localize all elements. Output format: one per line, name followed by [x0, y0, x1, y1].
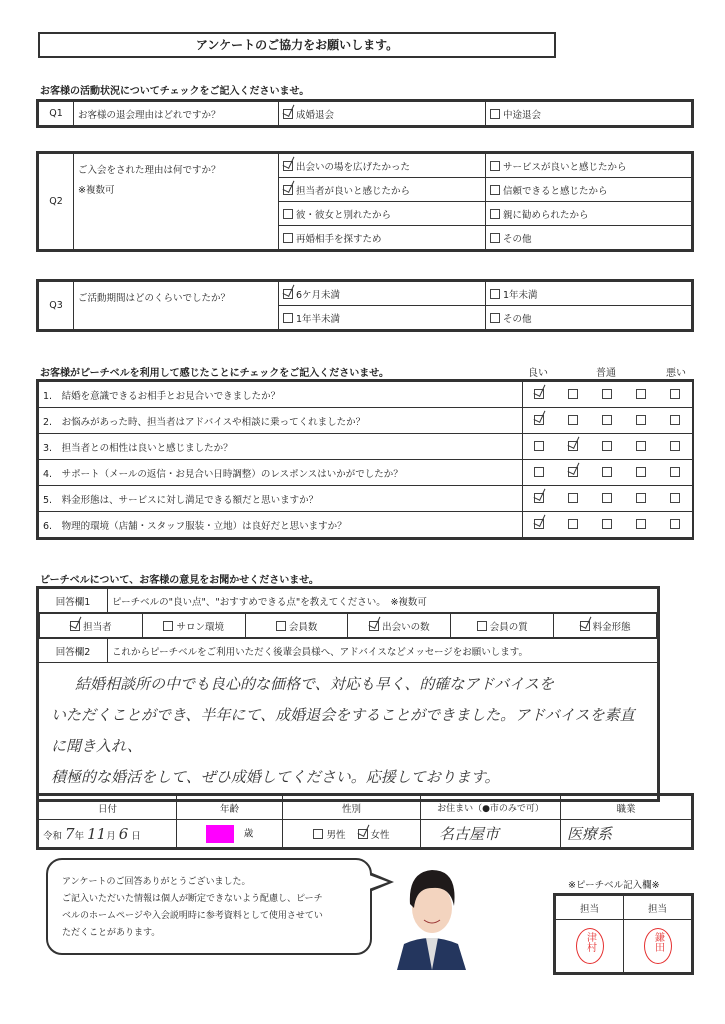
checkbox[interactable]: [283, 233, 293, 243]
rating-checkbox-2[interactable]: [568, 519, 578, 529]
day: 6: [118, 824, 129, 843]
profile-table: [38, 795, 692, 848]
rating-checkbox-2[interactable]: [568, 467, 578, 477]
q3-label: Q3: [39, 282, 74, 330]
redacted-age: [206, 825, 234, 843]
form-title: アンケートのご協力をお願いします。: [38, 32, 556, 58]
option-label: 料金形態: [592, 621, 631, 633]
scale-normal: 普通: [596, 368, 616, 379]
q2-question: [74, 154, 279, 250]
option-label: 会員の質: [489, 621, 528, 633]
rating-checkbox-5[interactable]: [670, 467, 680, 477]
female-label: 女性: [370, 829, 390, 841]
option-label: 成婚退会: [296, 109, 335, 121]
speech-bubble: [46, 858, 372, 955]
occupation-field[interactable]: 医療系: [561, 820, 692, 848]
option[interactable]: [245, 614, 348, 638]
rating-question: 3. 担当者との相性は良いと感じましたか？: [39, 434, 523, 460]
rating-checkbox-1[interactable]: [534, 493, 544, 503]
q2-table: [38, 153, 692, 250]
staff-section-heading: ※ピーチベル記入欄※: [568, 880, 660, 891]
checkbox[interactable]: [490, 185, 500, 195]
option-label: サービスが良いと感じたから: [503, 161, 627, 173]
rating-question: 4. サポート（メールの返信・お見合い日時調整）のレスポンスはいかがでしたか？: [39, 460, 523, 486]
rating-checkbox-3[interactable]: [602, 467, 612, 477]
message-line: アンケートのご回答ありがとうございました。: [62, 877, 251, 887]
q1-option[interactable]: [486, 102, 692, 126]
day-unit: 日: [131, 830, 141, 842]
checkbox[interactable]: [490, 161, 500, 171]
option[interactable]: [40, 614, 143, 638]
option[interactable]: [279, 282, 486, 306]
option[interactable]: [486, 202, 692, 226]
q1-option[interactable]: [279, 102, 486, 126]
checkbox[interactable]: [490, 313, 500, 323]
checkbox[interactable]: [490, 233, 500, 243]
header-age: 年齢: [177, 796, 283, 820]
section-heading-activity: お客様の活動状況についてチェックをご記入くださいませ。: [40, 86, 310, 97]
option-label: サロン環境: [176, 621, 224, 633]
scale-bad: 悪い: [666, 368, 686, 379]
answer1-label: 回答欄1: [39, 589, 108, 613]
rating-checkbox-2[interactable]: [568, 493, 578, 503]
option-label: 6ケ月未満: [296, 289, 341, 301]
checkbox[interactable]: [283, 313, 293, 323]
year-unit: 年: [74, 830, 85, 842]
question-text: ご活動期間はどのくらいでしたか？: [78, 293, 231, 304]
answer2-label: 回答欄2: [39, 639, 108, 663]
age-unit: 歳: [243, 828, 254, 839]
rating-checkbox-2[interactable]: [568, 415, 578, 425]
rating-checkbox-3[interactable]: [602, 493, 612, 503]
checkbox[interactable]: [163, 621, 173, 631]
message-line: ただくことがあります。: [62, 928, 161, 938]
q1-table: [38, 101, 692, 126]
rating-checkbox-5[interactable]: [670, 415, 680, 425]
rating-checkbox-5[interactable]: [670, 389, 680, 399]
handwritten-line: 積極的な婚活をして、ぜひ成婚してください。応援しております。: [51, 768, 500, 786]
rating-question: 1. 結婚を意識できるお相手とお見合いできましたか？: [39, 382, 523, 408]
option[interactable]: [451, 614, 554, 638]
handwritten-line: いただくことができ、半年にて、成婚退会をすることができました。アドバイスを素直に聞き入れ、: [51, 706, 635, 755]
month: 11: [87, 824, 107, 843]
option-label: 出会いの数: [382, 621, 430, 633]
option-label: 1年未満: [503, 289, 538, 301]
checkbox[interactable]: [283, 185, 293, 195]
month-unit: 月: [106, 830, 116, 842]
residence-field[interactable]: 名古屋市: [421, 820, 561, 848]
rating-row: [39, 512, 693, 538]
checkbox[interactable]: [369, 621, 379, 631]
rating-checkbox-5[interactable]: [670, 519, 680, 529]
option-label: 担当者: [83, 621, 112, 633]
stamp-kamata: 鎌田: [644, 928, 672, 964]
staff-col2: 担当: [624, 896, 692, 920]
checkbox[interactable]: [276, 621, 286, 631]
checkbox[interactable]: [477, 621, 487, 631]
question-note: ※複数可: [78, 185, 115, 196]
rating-checkbox-1[interactable]: [534, 441, 544, 451]
rating-row: [39, 434, 693, 460]
q2-label: Q2: [39, 154, 74, 250]
checkbox-female[interactable]: [358, 829, 368, 839]
gender-field[interactable]: [283, 820, 421, 848]
checkbox[interactable]: [283, 109, 293, 119]
option-label: 中途退会: [503, 109, 542, 121]
rating-checkbox-3[interactable]: [602, 389, 612, 399]
rating-checkbox-4[interactable]: [636, 493, 646, 503]
option-label: 親に勧められたから: [503, 209, 589, 221]
header-residence: お住まい（●市のみで可）: [421, 796, 561, 820]
rating-checkbox-1[interactable]: [534, 415, 544, 425]
rating-checkbox-3[interactable]: [602, 415, 612, 425]
rating-row: [39, 460, 693, 486]
rating-checkbox-4[interactable]: [636, 519, 646, 529]
rating-question: 5. 料金形態は、サービスに対し満足できる額だと思いますか？: [39, 486, 523, 512]
scale-good: 良い: [528, 368, 548, 379]
staff-illustration: [392, 862, 470, 970]
option-label: 信頼できると感じたから: [503, 185, 608, 197]
rating-row: [39, 408, 693, 434]
rating-row: [39, 382, 693, 408]
handwritten-line: 結婚相談所の中でも良心的な価格で、対応も早く、的確なアドバイスを: [75, 675, 554, 693]
rating-checkbox-1[interactable]: [534, 389, 544, 399]
option-label: 再婚相手を探すため: [296, 233, 382, 245]
opinion-table: [38, 588, 658, 800]
staff-col1: 担当: [556, 896, 624, 920]
option[interactable]: [486, 154, 692, 178]
rating-checkbox-2[interactable]: [568, 441, 578, 451]
rating-question: 2. お悩みがあった時、担当者はアドバイスや相談に乗ってくれましたか？: [39, 408, 523, 434]
rating-checkbox-1[interactable]: [534, 467, 544, 477]
stamp-tsumura: 津村: [576, 928, 604, 964]
section-heading-rating: お客様がピーチベルを利用して感じたことにチェックをご記入くださいませ。: [40, 368, 389, 379]
answer2-prompt: これからピーチベルをご利用いただく後輩会員様へ、アドバイスなどメッセージをお願いします。: [108, 639, 658, 663]
staff-table: [555, 895, 692, 973]
option[interactable]: [142, 614, 245, 638]
section-heading-opinion: ピーチベルについて、お客様の意見をお聞かせくださいませ。: [40, 575, 319, 586]
rating-checkbox-5[interactable]: [670, 493, 680, 503]
option-label: その他: [503, 313, 532, 325]
checkbox[interactable]: [490, 109, 500, 119]
option-label: 彼・彼女と別れたから: [296, 209, 392, 221]
header-gender: 性別: [283, 796, 421, 820]
option[interactable]: [486, 306, 692, 330]
rating-table: [38, 381, 692, 538]
rating-row: [39, 486, 693, 512]
date-field[interactable]: [39, 820, 177, 848]
option[interactable]: [486, 282, 692, 306]
year: 7: [65, 824, 75, 843]
q1-question: お客様の退会理由はどれですか？: [74, 102, 279, 126]
option-label: その他: [503, 233, 532, 245]
speech-bubble-tail-fill: [358, 871, 388, 893]
rating-checkbox-4[interactable]: [636, 389, 646, 399]
checkbox[interactable]: [283, 161, 293, 171]
rating-checkbox-4[interactable]: [636, 467, 646, 477]
option-label: 1年半未満: [296, 313, 341, 325]
checkbox[interactable]: [490, 209, 500, 219]
male-label: 男性: [326, 829, 346, 841]
option[interactable]: [279, 306, 486, 330]
option-label: 会員数: [288, 621, 318, 633]
header-date: 日付: [39, 796, 177, 820]
option[interactable]: [279, 226, 486, 250]
checkbox[interactable]: [283, 209, 293, 219]
rating-checkbox-2[interactable]: [568, 389, 578, 399]
answer2-response[interactable]: [39, 663, 658, 800]
answer1-prompt: ピーチベルの"良い点"、"おすすめできる点"を教えてください。 ※複数可: [108, 589, 658, 613]
rating-checkbox-4[interactable]: [636, 441, 646, 451]
rating-checkbox-5[interactable]: [670, 441, 680, 451]
option[interactable]: [279, 154, 486, 178]
age-field[interactable]: [177, 820, 283, 848]
option-label: 出会いの場を広げたかった: [296, 161, 411, 173]
q1-label: Q1: [39, 102, 74, 126]
rating-checkbox-4[interactable]: [636, 415, 646, 425]
rating-checkbox-3[interactable]: [602, 441, 612, 451]
checkbox[interactable]: [580, 621, 590, 631]
header-occupation: 職業: [561, 796, 692, 820]
q3-table: [38, 281, 692, 330]
message-line: ご記入いただいた情報は個人が断定できないよう配慮し、ピーチ: [62, 894, 323, 904]
era: 令和: [43, 830, 63, 842]
rating-checkbox-3[interactable]: [602, 519, 612, 529]
checkbox-male[interactable]: [313, 829, 323, 839]
q3-question: [74, 282, 279, 330]
question-text: ご入会をされた理由は何ですか？: [78, 165, 221, 176]
checkbox[interactable]: [490, 289, 500, 299]
checkbox[interactable]: [70, 621, 80, 631]
option[interactable]: [486, 178, 692, 202]
option[interactable]: [554, 614, 657, 638]
checkbox[interactable]: [283, 289, 293, 299]
option[interactable]: [279, 178, 486, 202]
option-label: 担当者が良いと感じたから: [296, 185, 411, 197]
option[interactable]: [279, 202, 486, 226]
rating-question: 6. 物理的環境（店舗・スタッフ服装・立地）は良好だと思いますか？: [39, 512, 523, 538]
option[interactable]: [486, 226, 692, 250]
rating-checkbox-1[interactable]: [534, 519, 544, 529]
message-line: ベルのホームページや入会説明時に参考資料として使用させてい: [62, 911, 323, 921]
option[interactable]: [348, 614, 451, 638]
